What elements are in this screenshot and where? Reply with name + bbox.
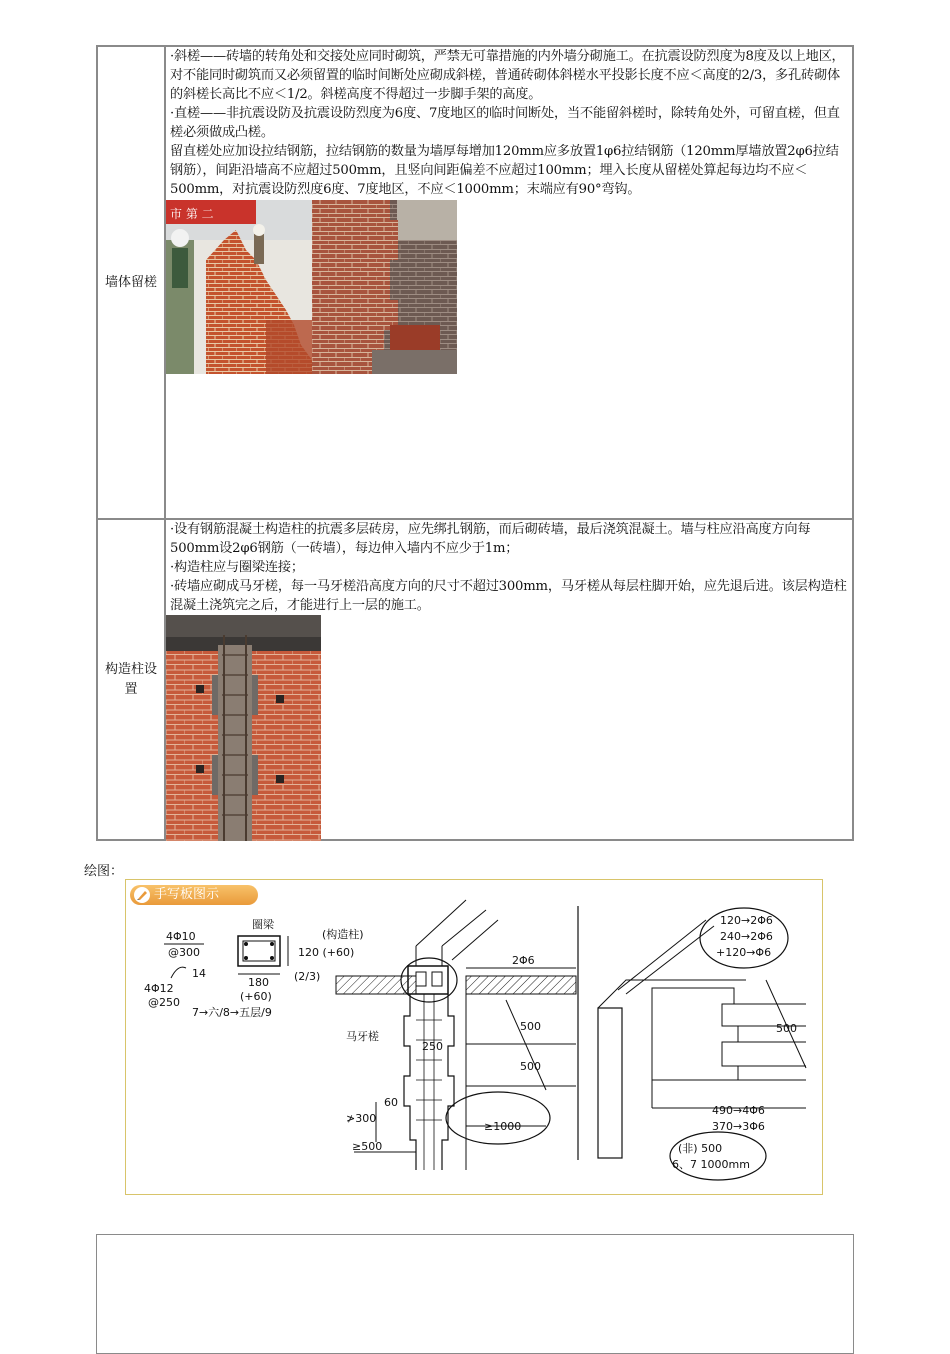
note-1: 120→2Φ6: [720, 914, 773, 927]
rebar-2phi6: 2Φ6: [512, 954, 535, 967]
dim-ratio: (2/3): [294, 970, 321, 983]
rebar-alt: 4Φ12: [144, 982, 174, 995]
photo-oblique-staggering: [166, 200, 312, 374]
empty-table-box: [96, 1234, 854, 1354]
rebar-main: 4Φ10: [166, 930, 196, 943]
drawing-caption: 绘图：: [84, 864, 124, 879]
row-label-text: 墙体留槎: [104, 274, 157, 290]
row-content: [168, 520, 852, 615]
dim-180: 180: [248, 976, 269, 989]
dim-300: ≯300: [346, 1112, 377, 1125]
straight-staggering-sketch: [598, 908, 806, 1180]
paragraph-tie-bars: 留直槎处应加设拉结钢筋，拉结钢筋的数量为墙厚每增加120mm应多放置1φ6拉结钢筋（120mm厚墙放置2φ6拉结钢筋），间距沿墙高不应超过500mm，且竖向间距偏差不应超过100mm；埋入长度从留槎处算起每边均不应＜500mm，对抗震设防烈度6度、7度地区，不应＜1000mm；末端应有90°弯钩。: [170, 144, 839, 197]
note-3: +120→Φ6: [716, 946, 772, 959]
paragraph-mayacha: ·砖墙应砌成马牙槎，每一马牙槎沿高度方向的尺寸不超过300mm，马牙槎从每层柱脚开始，应先退后进。该层构造柱混凝土浇筑完之后，才能进行上一层的施工。: [170, 579, 847, 613]
dim-plus60-b: (+60): [240, 990, 272, 1003]
photo-straight-staggering: [312, 200, 457, 374]
table-row-wall-staggering: [96, 45, 854, 520]
seismic-note: 7→六/8→五层/9: [192, 1006, 272, 1019]
row-label: [98, 520, 166, 839]
dim-500-b: 500: [520, 1060, 541, 1073]
rebar-alt-spacing: @250: [148, 996, 180, 1009]
note-7: 6、7 1000mm: [672, 1158, 750, 1171]
dim-60: 60: [384, 1096, 398, 1109]
paragraph-oblique: ·斜槎——砖墙的转角处和交接处应同时砌筑，严禁无可靠措施的内外墙分砌施工。在抗震设防烈度为8度及以上地区，对不能同时砌筑而又必须留置的临时间断处应砌成斜槎，普通砖砌体斜槎水平投影长度不应＜高度的2/3，多孔砖砌体的斜槎长高比不应＜1/2。斜槎高度不得超过一步脚手架的高度。: [170, 49, 845, 102]
handwriting-panel: [125, 879, 823, 1195]
dim-500: 500: [776, 1022, 797, 1035]
dim-120: 120 (+60): [298, 946, 355, 959]
mayacha: 马牙槎: [346, 1030, 379, 1043]
note-2: 240→2Φ6: [720, 930, 773, 943]
column-label: (构造柱): [322, 928, 364, 941]
dim-500-c: ≥500: [352, 1140, 383, 1153]
dim-500-a: 500: [520, 1020, 541, 1033]
paragraph-ring-beam: ·构造柱应与圈梁连接；: [170, 560, 304, 575]
row-label: [98, 47, 166, 518]
dim-250: 250: [422, 1040, 443, 1053]
hand-sketch: [126, 880, 821, 1192]
paragraph-column-order: ·设有钢筋混凝土构造柱的抗震多层砖房，应先绑扎钢筋，而后砌砖墙，最后浇筑混凝土。墙与柱应沿高度方向每500mm设2φ6钢筋（一砖墙），每边伸入墙内不应少于1m；: [170, 522, 811, 556]
paragraph-straight: ·直槎——非抗震设防及抗震设防烈度为6度、7度地区的临时间断处，当不能留斜槎时，除转角处外，可留直槎，但直槎必须做成凸槎。: [170, 106, 840, 140]
arrow-14: 14: [192, 967, 206, 980]
column-sketch: [336, 900, 576, 1170]
photo-structural-column: [166, 615, 321, 841]
row-label-line-1: 构造柱设: [104, 661, 157, 677]
panel-tag-label: 手写板图示: [154, 887, 220, 902]
note-5: 370→3Φ6: [712, 1120, 765, 1133]
rebar-spacing: @300: [168, 946, 200, 959]
note-6: (非) 500: [678, 1142, 723, 1155]
table-row-structural-column: [96, 518, 854, 841]
row-label-line-2: 置: [124, 681, 138, 697]
note-4: 490→4Φ6: [712, 1104, 765, 1117]
svg-text:市 第 二: 市 第 二: [170, 207, 214, 221]
dim-1000: ≥1000: [484, 1120, 522, 1133]
row-content: [168, 47, 852, 199]
beam-label: 圈梁: [252, 918, 274, 931]
